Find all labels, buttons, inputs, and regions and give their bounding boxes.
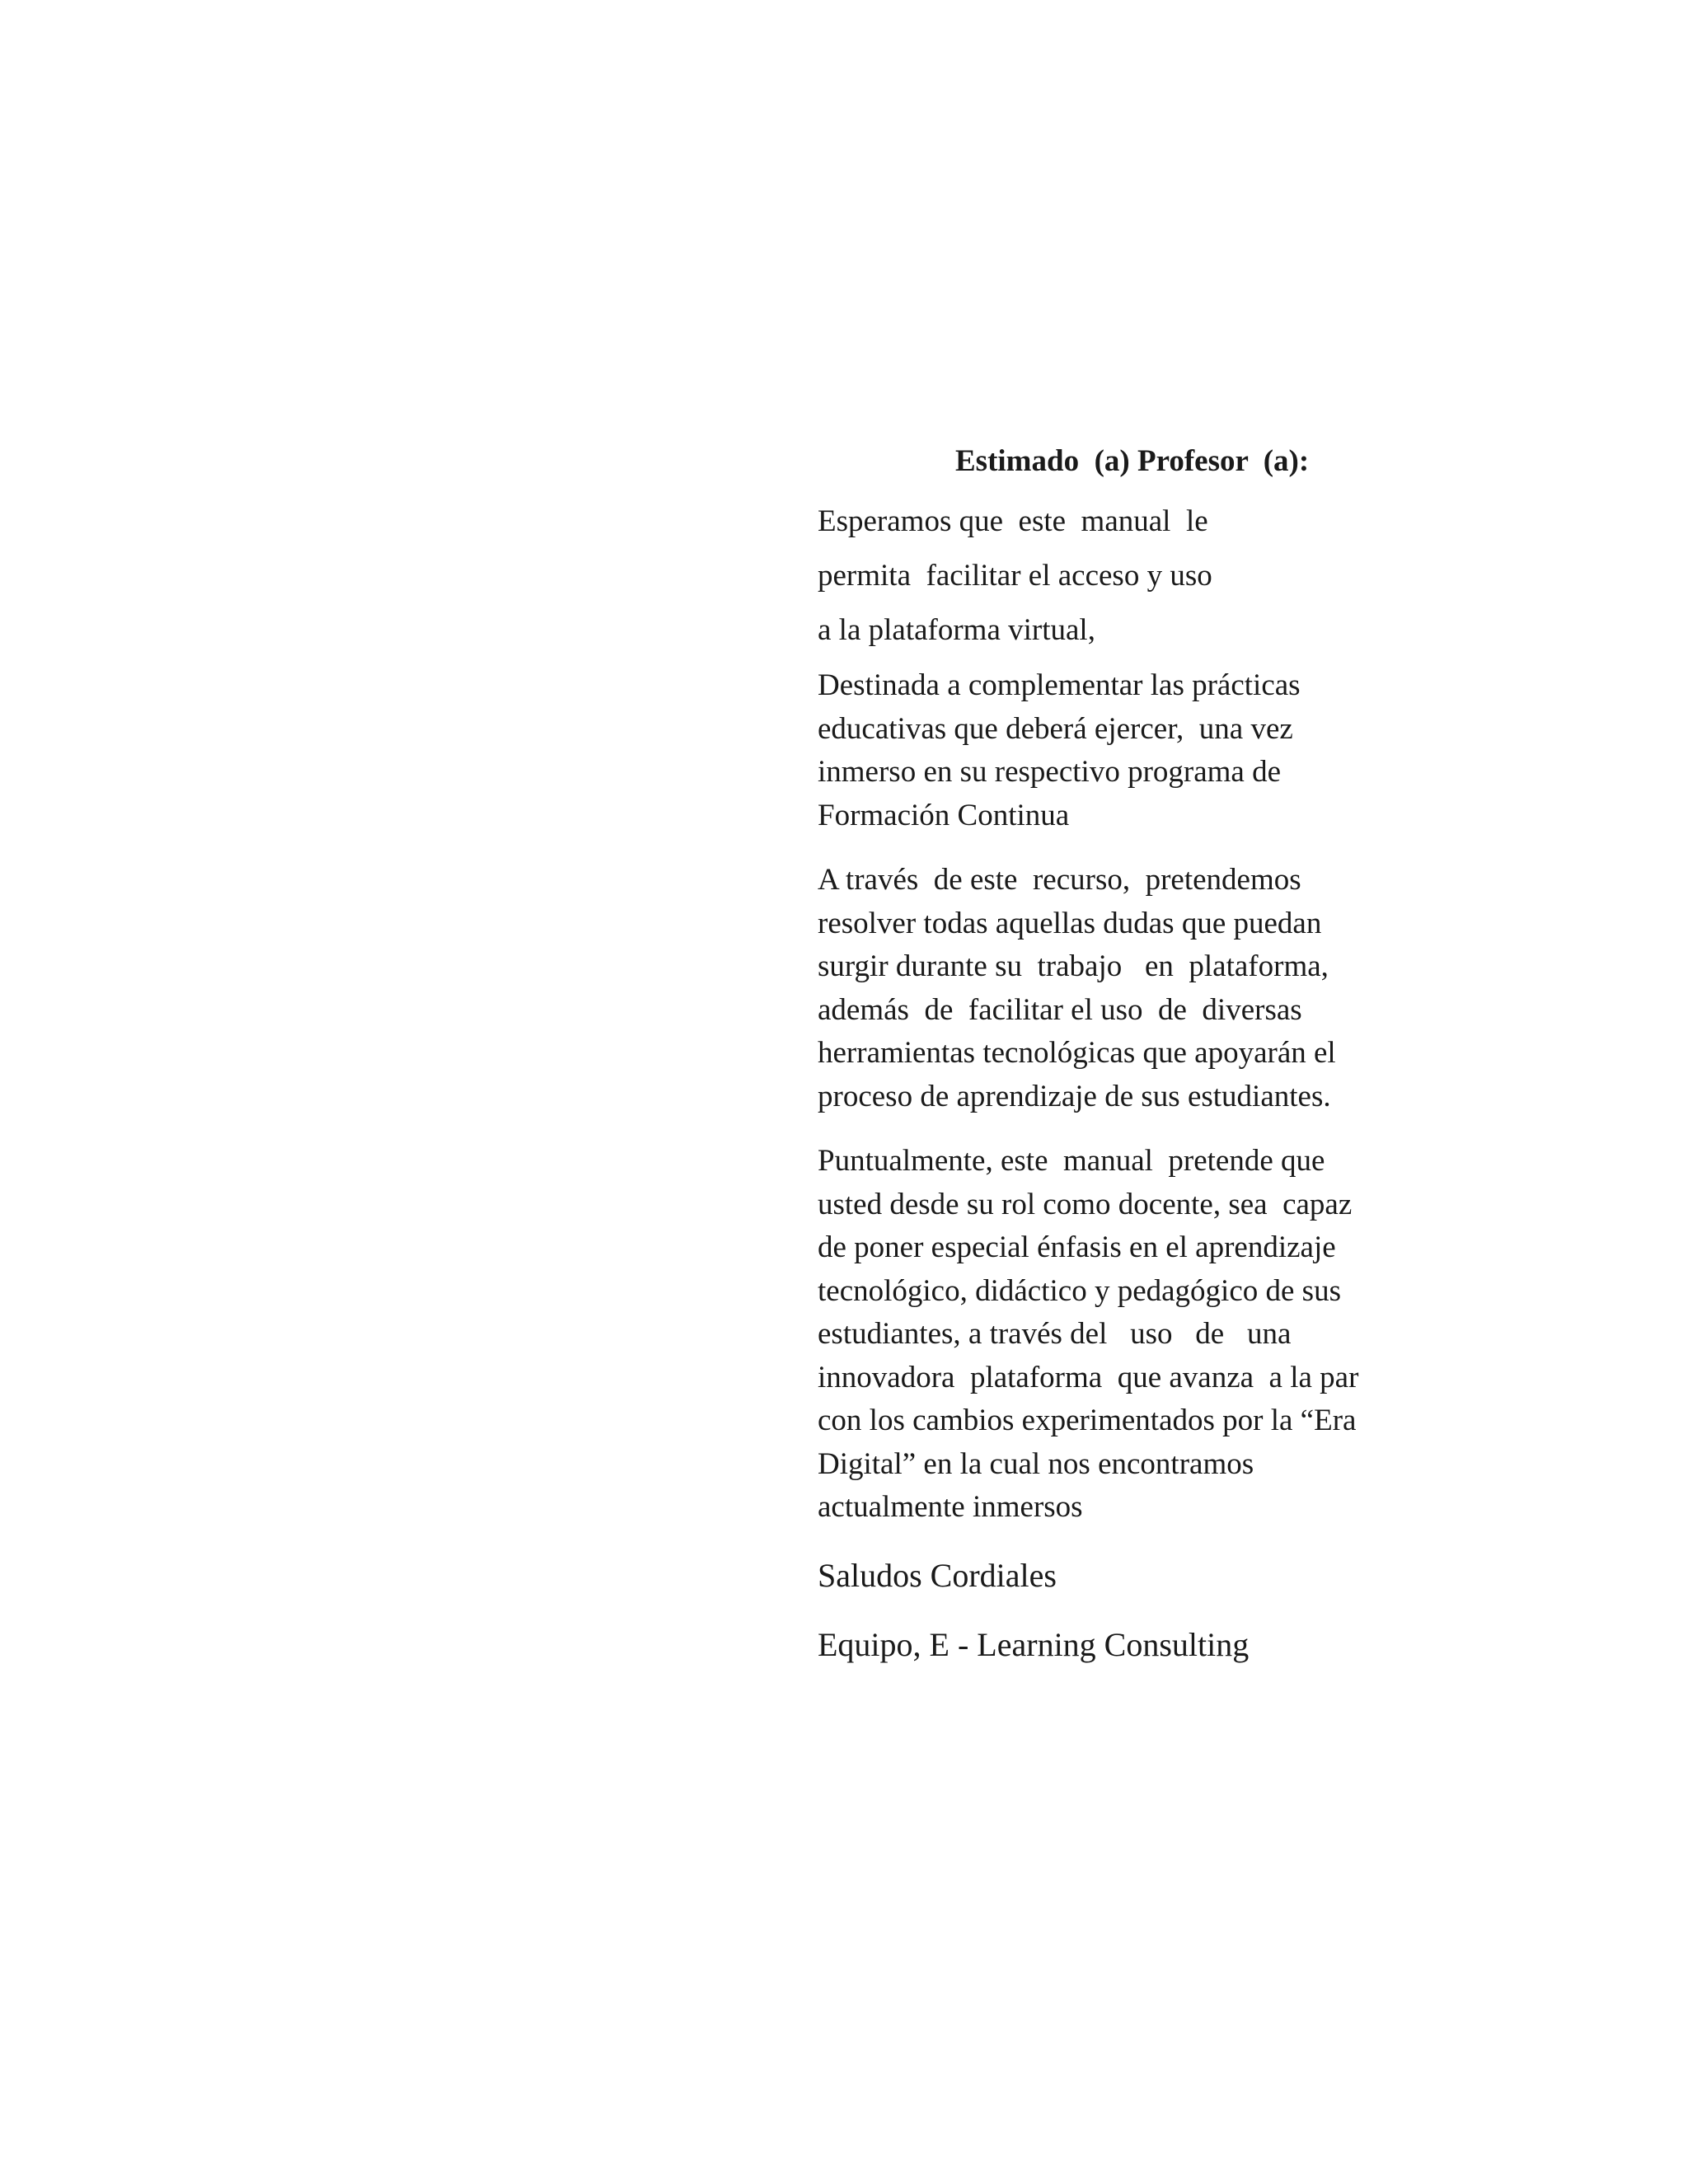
paragraph-line: estudiantes, a través del uso de una [818, 1317, 1292, 1351]
signature: Equipo, E - Learning Consulting [818, 1625, 1250, 1663]
intro-line: a la plataforma virtual, [818, 613, 1095, 647]
paragraph-line: surgir durante su trabajo en plataforma, [818, 949, 1329, 983]
paragraph-line: proceso de aprendizaje de sus estudiantes. [818, 1079, 1331, 1113]
paragraph-line: A través de este recurso, pretendemos [818, 863, 1301, 897]
paragraph-line: Digital” en la cual nos encontramos [818, 1446, 1254, 1481]
paragraph-puntualmente [818, 1140, 1461, 1530]
paragraph-line: educativas que deberá ejercer, una vez [818, 711, 1293, 746]
paragraph-line: Puntualmente, este manual pretende que [818, 1144, 1325, 1178]
paragraph-line: de poner especial énfasis en el aprendizaje [818, 1230, 1336, 1264]
paragraph-line: además de facilitar el uso de diversas [818, 992, 1302, 1027]
paragraph-line: actualmente inmersos [818, 1490, 1083, 1524]
paragraph-line: Destinada a complementar las prácticas [818, 668, 1301, 702]
paragraph-destinada [818, 664, 1461, 837]
paragraph-line: con los cambios experimentados por la “Era [818, 1404, 1357, 1437]
paragraph-line: resolver todas aquellas dudas que puedan [818, 906, 1322, 940]
paragraph-line: usted desde su rol como docente, sea capaz [818, 1187, 1353, 1221]
paragraph-line: inmerso en su respectivo programa de [818, 755, 1282, 789]
closing-salutation: Saludos Cordiales [818, 1556, 1057, 1594]
letter-body [818, 437, 1461, 1666]
intro-block [818, 494, 1461, 658]
intro-line: Esperamos que este manual le [818, 504, 1208, 538]
letter-greeting: Estimado (a) Profesor (a): [955, 444, 1310, 478]
paragraph-line: innovadora plataforma que avanza a la par [818, 1360, 1359, 1394]
paragraph-line: Formación Continua [818, 798, 1070, 832]
intro-line: permita facilitar el acceso y uso [818, 559, 1212, 593]
paragraph-line: herramientas tecnológicas que apoyarán el [818, 1036, 1336, 1070]
paragraph-line: tecnológico, didáctico y pedagógico de sus [818, 1273, 1341, 1308]
paragraph-a-traves [818, 859, 1461, 1118]
